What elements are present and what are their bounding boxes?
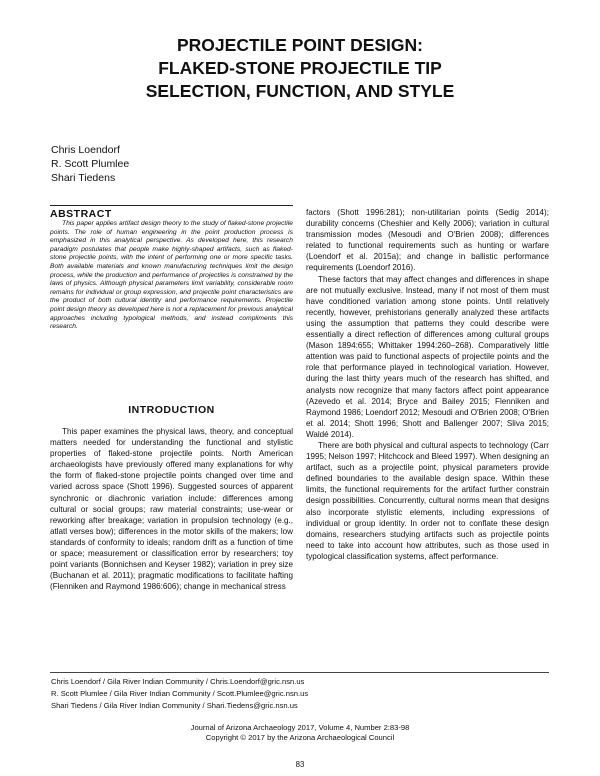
contact-line: Shari Tiedens / Gila River Indian Community / Shari.Tiedens@gric.nsn.us xyxy=(51,700,298,710)
body-paragraph: These factors that may affect changes and differences in shape are not mutually exclusive. Instead, many if not most of them must have conditioned variation among stone points. Until relatively recently, however, prehistorians generally analyzed these artifacts using the assumption that patterns they could describe were essentially a direct reflection of differences among cultural groups (Mason 1894:655; Whittaker 1994:260–268). Comparatively little attention was paid to functional aspects of projectile points and the role that performance played in technological variation. However, during the last thirty years much of the research has shifted, and analysts now recognize that many factors affect point appearance (Azevedo et al. 2014; Bryce and Bailey 2015; Flenniken and Raymond 1986; Loendorf 2012; Mesoudi and O'Brien 2008; O'Brien et al. 2014; Shott 1996; Shott and Ballenger 2007; Sliva 2015; Waldé 2014). xyxy=(306,274,549,439)
body-paragraph: factors (Shott 1996:281); non-utilitarian points (Sedig 2014); durability concerns (Cheshier and Kelly 2006); variation in cultural transmission modes (Mesoudi and O'Brien 2008); differences related to functional requirements such as hunting or warfare (Loendorf et al. 2015a); and change in ballistic performance requirements (Loendorf 2016). xyxy=(306,208,549,273)
title-line-2: FLAKED-STONE PROJECTILE TIP xyxy=(158,58,442,78)
right-column xyxy=(306,207,549,562)
author-contacts xyxy=(51,676,308,711)
journal-citation: Journal of Arizona Archaeology 2017, Volume 4, Number 2:83-98 xyxy=(190,723,410,732)
abstract-text: This paper applies artifact design theory to the study of flaked-stone projectile points. The role of human engineering in the point production process is emphasized in this analytical perspective. As developed here, this research paradigm postulates that people make highly-shaped artifacts, such as flaked-stone projectile points, with the intent of performing one or more specific tasks. Both available materials and known manufacturing techniques limit the design process, while the production and performance of projectiles is constrained by the laws of physics. Although physical parameters limit variability, considerable room remains for individual or group expression, and projectile point characteristics are the product of both cultural identity and performance requirements. Projectile point design theory as developed here is not a replacement for previous analytical approaches including typological methods, and instead compliments this research. xyxy=(50,220,293,331)
contact-line: R. Scott Plumlee / Gila River Indian Community / Scott.Plumlee@gric.nsn.us xyxy=(51,688,309,698)
title-line-3: SELECTION, FUNCTION, AND STYLE xyxy=(145,81,455,101)
introduction-section xyxy=(50,426,293,592)
contact-line: Chris Loendorf / Gila River Indian Community / Chris.Loendorf@gric.nsn.us xyxy=(51,677,305,686)
journal-copyright: Copyright © 2017 by the Arizona Archaeological Council xyxy=(205,733,395,742)
paper-title xyxy=(60,34,540,103)
author-list xyxy=(51,143,129,185)
abstract-heading: ABSTRACT xyxy=(50,208,112,220)
author-name: Shari Tiedens xyxy=(51,172,116,184)
author-name: R. Scott Plumlee xyxy=(51,158,130,170)
abstract-section xyxy=(50,205,293,332)
page-number: 83 xyxy=(295,760,305,769)
introduction-paragraph: This paper examines the physical laws, theory, and conceptual matters needed for understanding the functional and stylistic properties of flaked-stone projectile points. North American archaeologists have previously offered many explanations for why the form of flaked-stone projectile points changed over time and varied across space (Shott 1996). Suggested sources of apparent synchronic or diachronic variation include: differences among cultural or social groups; raw material constraints; use-wear or reworking after breakage; variation in propulsion technology (e.g., atlatl verses bow); differences in the motor skills of the makers; low standards of conformity to ideals; random drift as a function of time or space; measurement or classification error by researchers; toy point variants (Bonnichsen and Keyser 1982); variation in prey size (Buchanan et al. 2011); pragmatic modifications to facilitate hafting (Flenniken and Raymond 1986:606); change in mechanical stress xyxy=(50,427,293,592)
author-name: Chris Loendorf xyxy=(51,144,120,156)
title-line-1: PROJECTILE POINT DESIGN: xyxy=(177,35,423,55)
body-paragraph: There are both physical and cultural aspects to technology (Carr 1995; Nelson 1997; Hitchcock and Bleed 1997). When designing an artifact, such as a projectile point, physical parameters provide defined boundaries to the available design space. Within these limits, the functional requirements for the artifact further constrain design possibilities. Concurrently, cultural norms mean that designs also incorporate stylistic elements, including expressions of individual or group identity. In order not to conflate these design domains, researchers studying artifacts such as projectile points need to take into account how attributes, such as those used in typological classification systems, affect performance. xyxy=(306,440,549,561)
footer-divider xyxy=(50,672,549,673)
introduction-heading: INTRODUCTION xyxy=(128,404,215,416)
journal-info xyxy=(0,723,600,743)
